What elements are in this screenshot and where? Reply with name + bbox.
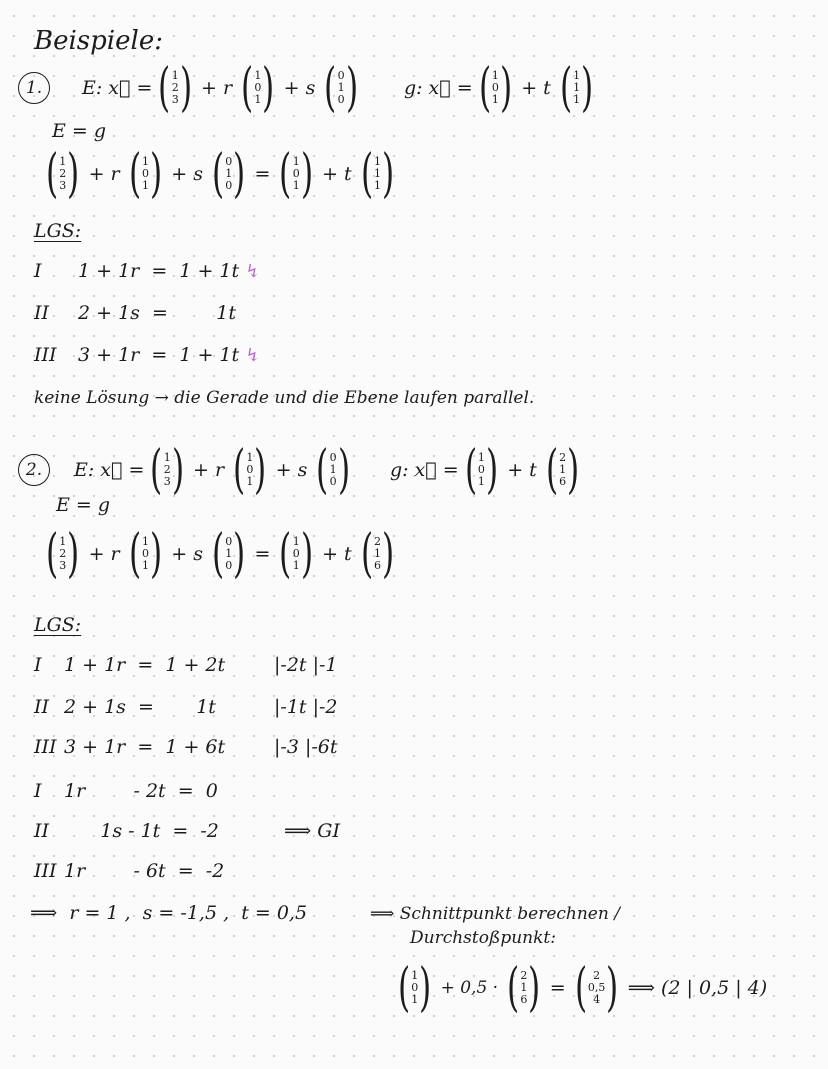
vector: ( 1 0 1 ) — [128, 524, 163, 584]
contradiction-icon: ↯ — [245, 260, 261, 282]
example-1-equation — [40, 144, 400, 204]
row-roman: II — [34, 696, 50, 718]
scalar-term: + 0,5 · — [440, 978, 499, 998]
lgs-label: LGS: — [34, 220, 82, 242]
equals-sign: = — [254, 543, 271, 565]
row-equation: 2 + 1s = 1t — [64, 696, 216, 718]
conclusion-text: keine Lösung → die Gerade und die Ebene laufen parallel. — [34, 388, 535, 408]
vector: ( 0 1 0 ) — [316, 440, 350, 500]
vector: ( 0 1 0 ) — [212, 144, 246, 204]
example-2-reduced-3 — [34, 860, 284, 882]
plane-prefix: E: x⃗ = — [74, 459, 145, 481]
t-term: + t — [322, 163, 352, 185]
example-2-lgs-label — [34, 614, 81, 636]
row-equation: 1r - 6t = -2 — [64, 860, 225, 882]
row-operation: |-2t |-1 — [274, 654, 338, 676]
row-roman: I — [34, 780, 42, 802]
vector: ( 1 1 1 ) — [559, 58, 594, 118]
vector: ( 1 0 1 ) — [241, 58, 275, 118]
contradiction-icon: ↯ — [245, 344, 261, 366]
row-roman: II — [34, 302, 50, 324]
example-2-number: 2. — [18, 454, 50, 486]
row-roman: I — [34, 260, 42, 282]
vector: ( 1 0 1 ) — [279, 144, 314, 204]
vector: ( 0 1 0 ) — [212, 524, 246, 584]
t-term: + t — [507, 459, 537, 481]
equals-sign: = — [549, 977, 566, 999]
vector: ( 2 0,5 4 ) — [574, 958, 619, 1018]
r-term: + r — [192, 459, 225, 481]
row-roman: III — [34, 860, 57, 882]
example-2-header — [18, 440, 585, 500]
solution-text: ⟹ r = 1 , s = -1,5 , t = 0,5 — [30, 902, 308, 924]
s-term: + s — [283, 77, 316, 99]
line-prefix: g: x⃗ = — [403, 77, 473, 99]
example-2-equate — [56, 494, 110, 516]
row-equation: 3 + 1r = 1 + 1t — [78, 344, 240, 366]
example-1-row-3 — [34, 344, 260, 366]
row-note: ⟹ GI — [284, 820, 340, 842]
heading-text: Beispiele: — [34, 26, 163, 56]
equate-text: E = g — [52, 120, 107, 142]
example-2-note-2 — [410, 928, 556, 948]
r-term: + r — [88, 543, 120, 565]
row-roman: III — [34, 344, 57, 366]
example-2-note-1 — [370, 904, 620, 924]
example-1-number: 1. — [18, 72, 50, 104]
vector: ( 1 1 1 ) — [360, 144, 395, 204]
example-2-row-3 — [34, 736, 338, 758]
example-2-final — [392, 958, 770, 1018]
vector: ( 1 0 1 ) — [128, 144, 163, 204]
vector: ( 1 0 1 ) — [464, 440, 499, 500]
row-equation: 1r - 2t = 0 — [64, 780, 218, 802]
vector: ( 1 2 3 ) — [46, 524, 80, 584]
row-roman: I — [34, 654, 42, 676]
row-equation: 1 + 1r = 1 + 1t — [78, 260, 240, 282]
s-term: + s — [171, 163, 203, 185]
example-2-solution — [30, 902, 307, 924]
row-equation: 2 + 1s = 1t — [78, 302, 236, 324]
example-2-reduced-2 — [34, 820, 340, 842]
row-roman: II — [34, 820, 50, 842]
r-term: + r — [88, 163, 120, 185]
plane-prefix: E: x⃗ = — [82, 77, 153, 99]
row-equation: 1s - 1t = -2 — [64, 820, 219, 842]
example-2-equation — [40, 524, 400, 584]
row-operation: |-3 |-6t — [274, 736, 338, 758]
vector: ( 1 2 3 ) — [46, 144, 80, 204]
example-1-equate — [52, 120, 106, 142]
row-roman: III — [34, 736, 57, 758]
r-term: + r — [200, 77, 233, 99]
s-term: + s — [275, 459, 308, 481]
row-equation: 1 + 1r = 1 + 2t — [64, 654, 226, 676]
vector: ( 1 0 1 ) — [233, 440, 267, 500]
lgs-label: LGS: — [34, 614, 82, 636]
example-1-conclusion — [34, 388, 534, 408]
vector: ( 1 2 3 ) — [150, 440, 184, 500]
example-2-reduced-1 — [34, 780, 284, 802]
note-text: ⟹ Schnittpunkt berechnen / — [370, 904, 620, 924]
example-1-header — [18, 58, 599, 118]
vector: ( 0 1 0 ) — [324, 58, 358, 118]
example-1-lgs-label — [34, 220, 81, 242]
vector: ( 2 1 6 ) — [360, 524, 395, 584]
line-prefix: g: x⃗ = — [389, 459, 459, 481]
page-heading — [34, 26, 163, 56]
t-term: + t — [322, 543, 352, 565]
row-operation: |-1t |-2 — [274, 696, 338, 718]
equals-sign: = — [254, 163, 271, 185]
example-1-row-1 — [34, 260, 260, 282]
vector: ( 1 0 1 ) — [398, 958, 432, 1018]
result-point: ⟹ (2 | 0,5 | 4) — [627, 977, 768, 999]
vector: ( 1 0 1 ) — [279, 524, 314, 584]
vector: ( 2 1 6 ) — [545, 440, 580, 500]
s-term: + s — [171, 543, 203, 565]
vector: ( 1 2 3 ) — [158, 58, 192, 118]
t-term: + t — [521, 77, 551, 99]
example-2-row-1 — [34, 654, 338, 676]
example-1-row-2 — [34, 302, 236, 324]
example-2-row-2 — [34, 696, 338, 718]
equate-text: E = g — [56, 494, 111, 516]
note-text: Durchstoßpunkt: — [410, 928, 556, 948]
row-equation: 3 + 1r = 1 + 6t — [64, 736, 226, 758]
vector: ( 1 0 1 ) — [478, 58, 513, 118]
vector: ( 2 1 6 ) — [507, 958, 541, 1018]
